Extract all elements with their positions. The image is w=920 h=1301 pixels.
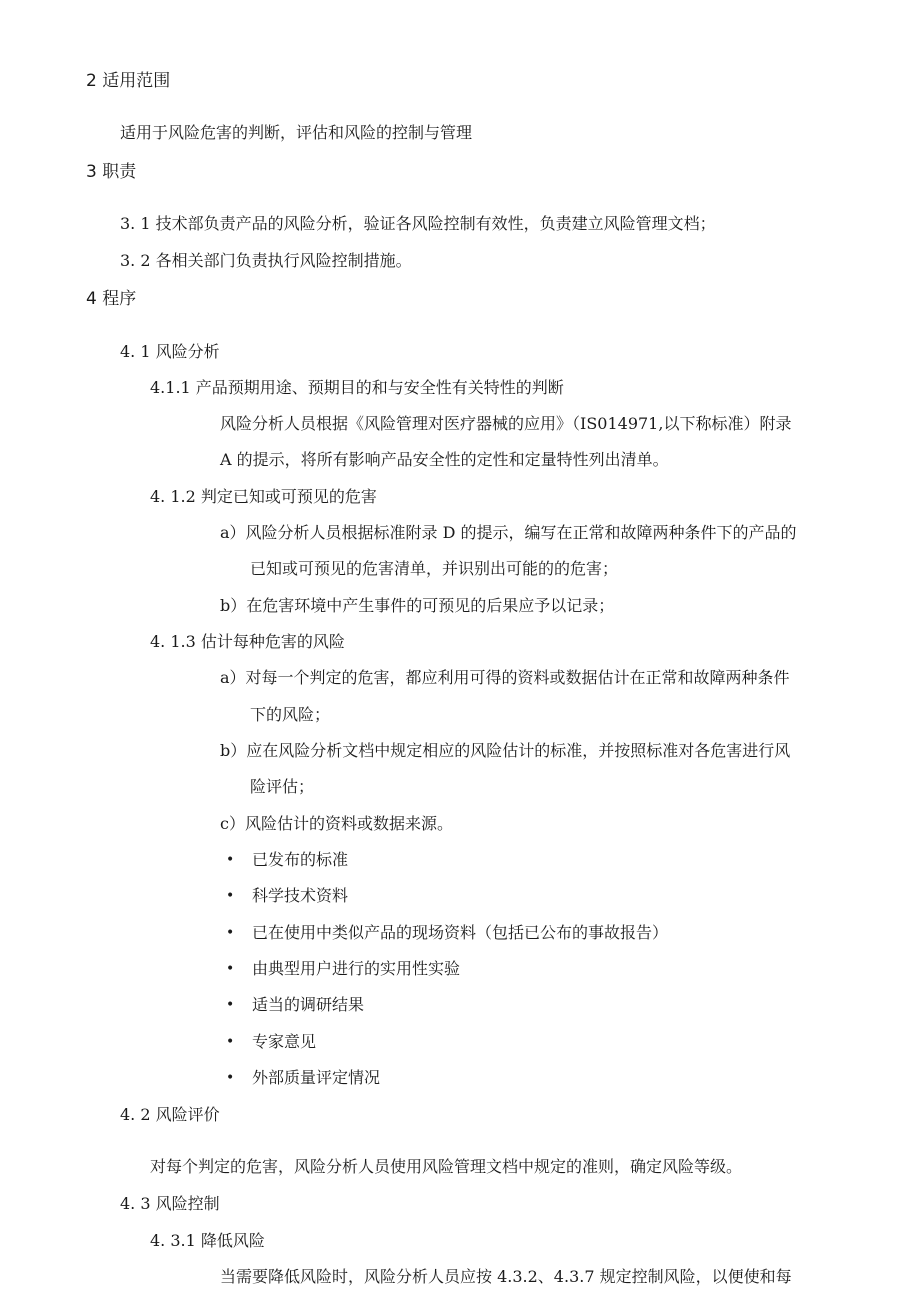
section-3-1: 3. 1 技术部负责产品的风险分析，验证各风险控制有效性，负责建立风险管理文档； — [120, 214, 716, 233]
list-item: 外部质量评定情况 — [252, 1068, 381, 1087]
bullet-marker: • — [226, 852, 235, 868]
list-item: 由典型用户进行的实用性实验 — [252, 959, 461, 978]
section-4-1-3-heading: 4. 1.3 估计每种危害的风险 — [150, 632, 345, 651]
section-4-1-1-line2: A 的提示，将所有影响产品安全性的定性和定量特性列出清单。 — [220, 450, 669, 469]
list-item: 已在使用中类似产品的现场资料（包括已公布的事故报告） — [252, 923, 669, 942]
section-4-3-heading: 4. 3 风险控制 — [120, 1194, 220, 1213]
section-4-1-heading: 4. 1 风险分析 — [120, 342, 220, 361]
section-4-1-3-b-line1: b）应在风险分析文档中规定相应的风险估计的标准，并按照标准对各危害进行风 — [220, 741, 791, 760]
section-4-1-2-a-line2: 已知或可预见的危害清单，并识别出可能的的危害； — [250, 559, 619, 578]
section-4-3-1-body: 当需要降低风险时，风险分析人员应按 4.3.2、4.3.7 规定控制风险，以便使和每 — [220, 1267, 792, 1286]
section-4-3-1-heading: 4. 3.1 降低风险 — [150, 1231, 265, 1250]
bullet-marker: • — [226, 1070, 235, 1086]
bullet-marker: • — [226, 961, 235, 977]
section-4-heading: 4 程序 — [86, 289, 137, 309]
bullet-marker: • — [226, 1034, 235, 1050]
bullet-marker: • — [226, 925, 235, 941]
section-4-1-2-a-line1: a）风险分析人员根据标准附录 D 的提示，编写在正常和故障两种条件下的产品的 — [220, 523, 797, 542]
list-item: 已发布的标准 — [252, 850, 349, 869]
section-4-1-3-b-line2: 险评估； — [250, 777, 315, 796]
section-4-1-3-c: c）风险估计的资料或数据来源。 — [220, 814, 453, 833]
section-4-2-body: 对每个判定的危害，风险分析人员使用风险管理文档中规定的准则，确定风险等级。 — [150, 1157, 743, 1176]
section-4-1-2-b: b）在危害环境中产生事件的可预见的后果应予以记录； — [220, 596, 615, 615]
list-item: 适当的调研结果 — [252, 995, 365, 1014]
bullet-marker: • — [226, 997, 235, 1013]
section-2-body: 适用于风险危害的判断，评估和风险的控制与管理 — [120, 123, 473, 142]
section-4-1-3-a-line1: a）对每一个判定的危害，都应利用可得的资料或数据估计在正常和故障两种条件 — [220, 668, 790, 687]
bullet-marker: • — [226, 888, 235, 904]
section-4-1-3-a-line2: 下的风险； — [250, 705, 331, 724]
section-3-heading: 3 职责 — [86, 162, 137, 182]
section-4-2-heading: 4. 2 风险评价 — [120, 1105, 220, 1124]
section-2-heading: 2 适用范围 — [86, 71, 171, 91]
section-4-1-2-heading: 4. 1.2 判定已知或可预见的危害 — [150, 487, 377, 506]
section-4-1-1-heading: 4.1.1 产品预期用途、预期目的和与安全性有关特性的判断 — [150, 378, 564, 397]
list-item: 专家意见 — [252, 1032, 317, 1051]
section-3-2: 3. 2 各相关部门负责执行风险控制措施。 — [120, 251, 412, 270]
section-4-1-1-line1: 风险分析人员根据《风险管理对医疗器械的应用》（IS014971,以下称标准）附录 — [220, 414, 792, 433]
list-item: 科学技术资料 — [252, 886, 349, 905]
